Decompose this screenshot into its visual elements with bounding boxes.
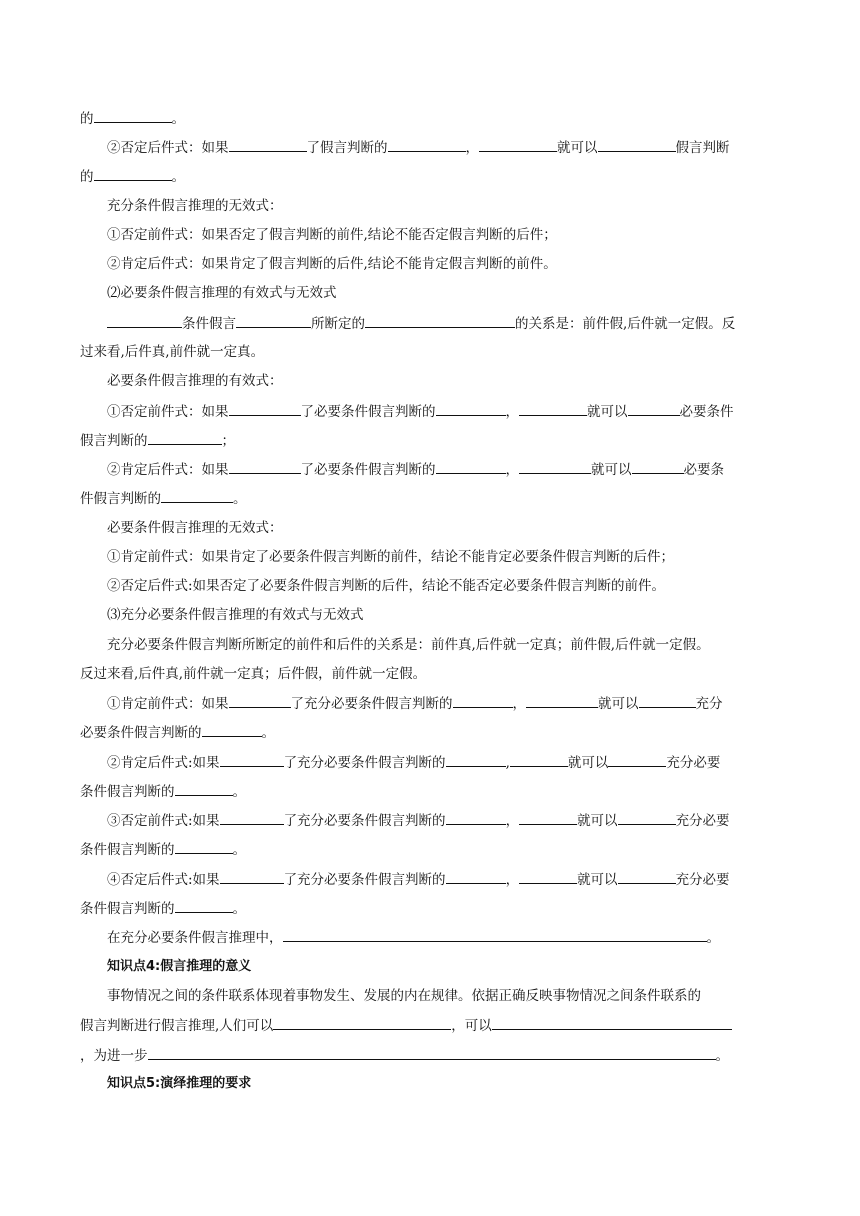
text-line (107, 693, 784, 713)
fill-in-blank[interactable] (519, 459, 591, 474)
text-line (80, 839, 784, 859)
text-line: 过来看,后件真,前件就一定真。 (80, 344, 265, 360)
fill-in-blank[interactable] (229, 693, 291, 708)
text-segment: ， (505, 404, 519, 420)
text-line (107, 927, 784, 947)
fill-in-blank[interactable] (446, 752, 506, 767)
fill-in-blank[interactable] (273, 1015, 451, 1030)
text-segment: 。 (232, 901, 246, 917)
text-segment: 在充分必要条件假言推理中， (107, 930, 283, 946)
fill-in-blank[interactable] (236, 313, 311, 328)
text-segment: 。 (233, 491, 247, 507)
text-line (80, 722, 784, 742)
text-segment: 件假言判断的 (80, 491, 161, 507)
text-segment: ，为进一步 (80, 1048, 148, 1064)
text-segment: ， (505, 872, 520, 888)
text-line: 反过来看,后件真,前件就一定真；后件假，前件就一定假。 (80, 666, 427, 682)
text-line (107, 459, 784, 479)
text-segment: 就可以 (591, 462, 632, 478)
text-segment: ， (512, 696, 526, 712)
text-line (107, 401, 784, 421)
text-line (80, 1045, 784, 1065)
fill-in-blank[interactable] (608, 752, 666, 767)
text-line: 事物情况之间的条件联系体现着事物发生、发展的内在规律。依据正确反映事物情况之间条件联系的 (107, 988, 701, 1004)
text-line (80, 488, 784, 508)
fill-in-blank[interactable] (510, 752, 568, 767)
fill-in-blank[interactable] (436, 459, 506, 474)
text-line: 必要条件假言推理的有效式： (107, 373, 283, 389)
text-segment: ④否定后件式:如果 (107, 872, 220, 888)
text-segment: 就可以 (567, 755, 609, 771)
fill-in-blank[interactable] (639, 693, 696, 708)
text-line (107, 313, 784, 333)
text-segment: 充分必要 (675, 872, 730, 888)
fill-in-blank[interactable] (107, 313, 182, 328)
text-segment: , (505, 755, 510, 771)
section-heading: 知识点5:演绎推理的要求 (107, 1076, 252, 1091)
text-segment: ①肯定前件式：如果 (107, 696, 229, 712)
text-segment: 条件假言判断的 (80, 842, 175, 858)
text-segment: 假言判断 (675, 140, 730, 156)
text-segment: 了充分必要条件假言判断的 (283, 813, 446, 829)
text-segment: 必要条 (683, 462, 724, 478)
fill-in-blank[interactable] (148, 1045, 716, 1060)
text-segment: 了充分必要条件假言判断的 (283, 872, 446, 888)
fill-in-blank[interactable] (175, 839, 233, 854)
text-segment: ， (465, 140, 479, 156)
text-line: 充分条件假言推理的无效式： (107, 198, 283, 214)
fill-in-blank[interactable] (479, 137, 557, 152)
fill-in-blank[interactable] (175, 898, 233, 913)
text-segment: 的 (80, 169, 94, 185)
fill-in-blank[interactable] (283, 927, 707, 942)
fill-in-blank[interactable] (446, 869, 506, 884)
text-segment: 条件假言判断的 (80, 901, 175, 917)
fill-in-blank[interactable] (388, 137, 466, 152)
fill-in-blank[interactable] (446, 810, 506, 825)
text-line (80, 108, 784, 128)
text-segment: ； (221, 433, 235, 449)
text-segment: 了必要条件假言判断的 (300, 462, 436, 478)
text-segment: 。 (232, 784, 246, 800)
text-segment: 所断定的 (311, 316, 365, 332)
text-line: ⑶充分必要条件假言推理的有效式与无效式 (107, 607, 364, 623)
text-segment: ③否定前件式:如果 (107, 813, 220, 829)
text-segment: 。 (715, 1048, 729, 1064)
text-segment: 了充分必要条件假言判断的 (290, 696, 453, 712)
text-line (80, 781, 784, 801)
text-segment: 就可以 (587, 404, 628, 420)
text-line: ②肯定后件式：如果肯定了假言判断的后件,结论不能肯定假言判断的前件。 (107, 256, 557, 272)
fill-in-blank[interactable] (632, 459, 684, 474)
text-segment: 。 (171, 169, 185, 185)
text-line: ①否定前件式：如果否定了假言判断的前件,结论不能否定假言判断的后件； (107, 227, 557, 243)
section-heading: 知识点4:假言推理的意义 (107, 959, 252, 974)
fill-in-blank[interactable] (229, 401, 301, 416)
fill-in-blank[interactable] (453, 693, 513, 708)
fill-in-blank[interactable] (202, 722, 262, 737)
text-line: ②否定后件式:如果否定了必要条件假言判断的后件，结论不能否定必要条件假言判断的前件。 (107, 578, 666, 594)
text-line (80, 1015, 784, 1035)
fill-in-blank[interactable] (229, 137, 307, 152)
text-segment: ， (505, 462, 519, 478)
text-segment: 就可以 (577, 872, 618, 888)
text-segment: 假言判断的 (80, 433, 148, 449)
fill-in-blank[interactable] (436, 401, 506, 416)
fill-in-blank[interactable] (220, 810, 284, 825)
fill-in-blank[interactable] (519, 869, 577, 884)
fill-in-blank[interactable] (598, 137, 676, 152)
fill-in-blank[interactable] (492, 1015, 732, 1030)
text-line (107, 810, 784, 830)
text-segment: 就可以 (557, 140, 598, 156)
text-segment: 。 (706, 930, 720, 946)
text-segment: ②肯定后件式:如果 (107, 755, 220, 771)
text-line: ①肯定前件式：如果肯定了必要条件假言判断的前件，结论不能肯定必要条件假言判断的后件； (107, 549, 674, 565)
text-segment: 条件假言 (182, 316, 236, 332)
text-segment: 充分 (695, 696, 723, 712)
text-segment: 条件假言判断的 (80, 784, 175, 800)
fill-in-blank[interactable] (365, 313, 515, 328)
fill-in-blank[interactable] (94, 166, 172, 181)
text-line (80, 166, 784, 186)
text-line (107, 752, 784, 772)
text-line (80, 898, 784, 918)
fill-in-blank[interactable] (220, 869, 284, 884)
fill-in-blank[interactable] (628, 401, 680, 416)
text-segment: 了假言判断的 (306, 140, 388, 156)
text-segment: ②肯定后件式：如果 (107, 462, 229, 478)
text-segment: 的关系是：前件假,后件就一定假。反 (515, 316, 736, 332)
text-segment: 充分必要 (675, 813, 730, 829)
fill-in-blank[interactable] (94, 108, 172, 123)
fill-in-blank[interactable] (519, 810, 577, 825)
fill-in-blank[interactable] (175, 781, 233, 796)
fill-in-blank[interactable] (618, 810, 676, 825)
fill-in-blank[interactable] (229, 459, 301, 474)
text-line: ⑵必要条件假言推理的有效式与无效式 (107, 285, 337, 301)
fill-in-blank[interactable] (148, 430, 222, 445)
text-segment: 假言判断进行假言推理,人们可以 (80, 1018, 274, 1034)
text-segment: 必要条件假言判断的 (80, 725, 202, 741)
fill-in-blank[interactable] (220, 752, 284, 767)
text-segment: 。 (232, 842, 246, 858)
text-segment: 。 (171, 111, 185, 127)
fill-in-blank[interactable] (161, 488, 233, 503)
text-segment: 。 (261, 725, 275, 741)
text-segment: 了充分必要条件假言判断的 (283, 755, 446, 771)
fill-in-blank[interactable] (519, 401, 587, 416)
text-line (80, 430, 784, 450)
text-line: 必要条件假言推理的无效式： (107, 520, 283, 536)
text-line (107, 137, 784, 157)
text-segment: ②否定后件式：如果 (107, 140, 229, 156)
text-segment: ①否定前件式：如果 (107, 404, 229, 420)
fill-in-blank[interactable] (526, 693, 598, 708)
text-segment: 充分必要 (666, 755, 721, 771)
text-segment: 就可以 (577, 813, 618, 829)
text-segment: ， (505, 813, 520, 829)
text-segment: ，可以 (451, 1018, 492, 1034)
text-segment: 就可以 (598, 696, 639, 712)
text-line: 充分必要条件假言判断所断定的前件和后件的关系是：前件真,后件就一定真；前件假,后件就一定假。 (107, 637, 710, 653)
text-segment: 的 (80, 111, 94, 127)
text-line (107, 869, 784, 889)
fill-in-blank[interactable] (618, 869, 676, 884)
text-segment: 了必要条件假言判断的 (300, 404, 436, 420)
text-segment: 必要条件 (679, 404, 734, 420)
